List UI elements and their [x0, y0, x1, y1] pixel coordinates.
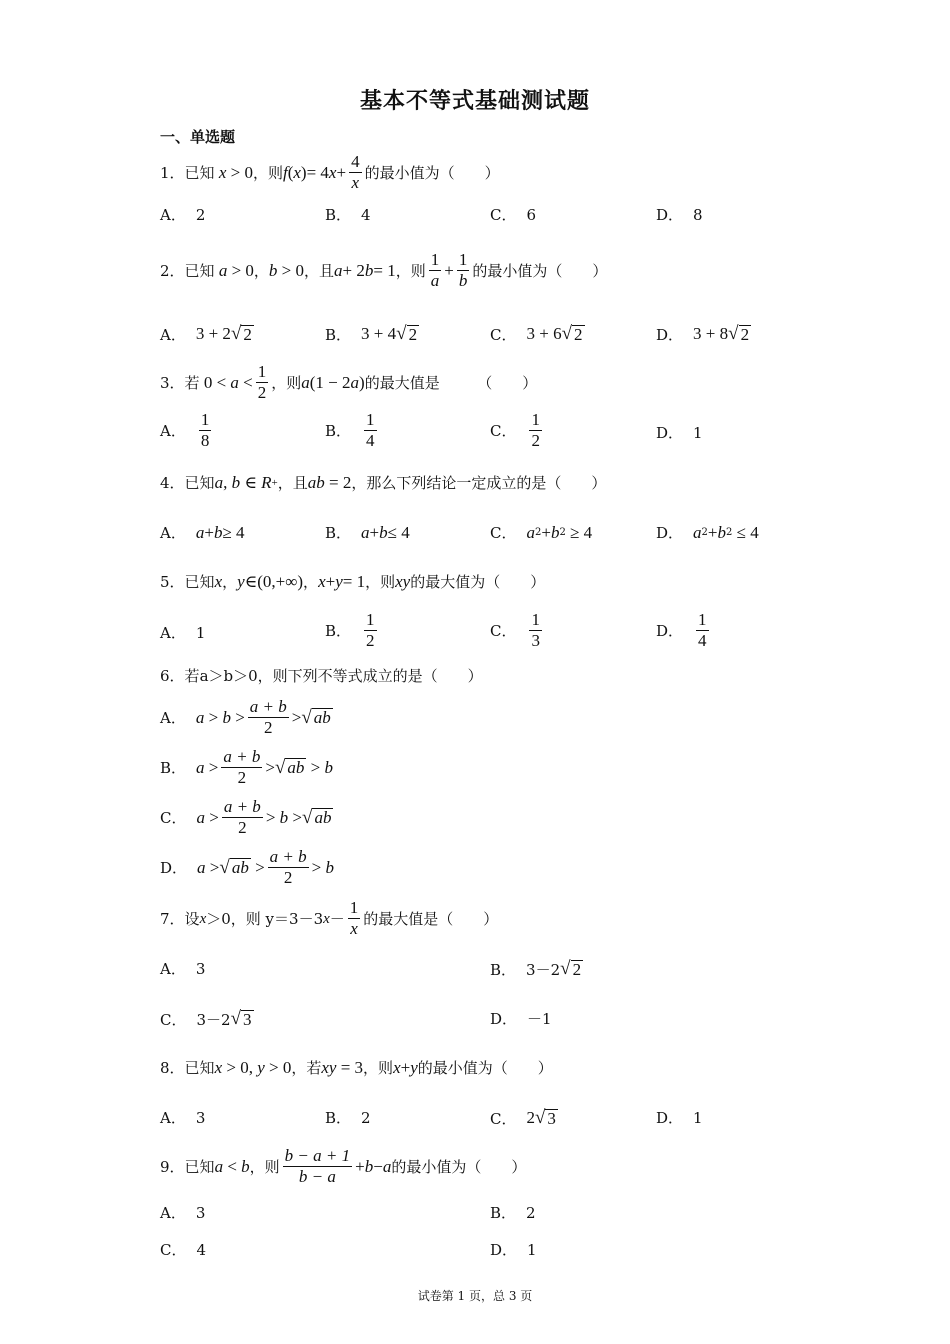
option-d[interactable]: D． 1: [490, 1240, 537, 1259]
section-heading: 一、单选题: [160, 128, 236, 146]
option-b[interactable]: B． 2: [490, 1203, 536, 1222]
option-a[interactable]: A． 3 + 2 √ 2: [160, 323, 252, 344]
page-title: 基本不等式基础测试题: [359, 89, 590, 114]
page-footer: 试卷第 1 页，总 3 页: [417, 1289, 533, 1303]
question-1: 1． 已知 x > 0 ，则 f ( x )= 4 x + $\frac{4}{x}$ 的最小值为（ ）: [160, 152, 500, 192]
option-d[interactable]: D． a > √ ab > $\frac{a + b}{2}$ > b: [160, 847, 334, 887]
option-b[interactable]: B． a > $\frac{a + b}{2}$ > √ ab > b: [160, 747, 333, 787]
question-5: 5． 已知 x ， y ∈(0,+∞) ， x + y = 1 ，则 xy 的最大值为（ ）: [160, 572, 546, 591]
option-b[interactable]: B． $\frac{1}{4}$: [325, 410, 375, 450]
option-d[interactable]: D． 8: [656, 205, 703, 224]
option-d[interactable]: D． 1: [656, 1108, 703, 1127]
question-7: 7． 设 x ＞0，则 y＝3－3 x － $\frac{1}{x}$ 的最大值是（ ）: [160, 898, 499, 938]
option-a[interactable]: A． 1: [160, 623, 206, 642]
option-d[interactable]: D． $\frac{1}{4}$: [656, 610, 707, 650]
option-b[interactable]: B． $\frac{1}{2}$: [325, 610, 375, 650]
option-a[interactable]: A． 3: [160, 959, 206, 978]
option-d[interactable]: D． a 2 + b 2 ≤ 4: [656, 522, 759, 542]
option-d[interactable]: D． 3 + 8 √ 2: [656, 323, 750, 344]
option-b[interactable]: B． 2: [325, 1108, 371, 1127]
option-c[interactable]: C． a 2 + b 2 ≥ 4: [490, 522, 593, 542]
option-c[interactable]: C． 6: [490, 205, 537, 224]
question-3: 3． 若 0 < a < $\frac{1}{2}$ ，则 a (1 − 2 a ) 的最大值是 （ ）: [160, 362, 538, 402]
question-8: 8． 已知 x > 0, y > 0 ，若 xy = 3 ，则 x + y 的最小值为（ ）: [160, 1058, 553, 1077]
option-b[interactable]: B． a + b ≤ 4: [325, 522, 410, 542]
question-9: 9． 已知 a < b ，则 $\frac{b - a + 1}{b - a}$ + b − a 的最小值为（ ）: [160, 1146, 527, 1186]
option-a[interactable]: A． 3: [160, 1108, 206, 1127]
option-b[interactable]: B． 3 + 4 √ 2: [325, 323, 418, 344]
option-d[interactable]: D． 1: [656, 423, 703, 442]
option-a[interactable]: A． a + b ≥ 4: [160, 522, 245, 542]
option-c[interactable]: C． 3 + 6 √ 2: [490, 323, 583, 344]
option-a[interactable]: A． 3: [160, 1203, 206, 1222]
option-c[interactable]: C． 2 √ 3: [490, 1107, 556, 1128]
option-c[interactable]: C． $\frac{1}{3}$: [490, 610, 540, 650]
option-c[interactable]: C． $\frac{1}{2}$: [490, 410, 540, 450]
question-6: 6． 若 a＞b＞0 ，则下列不等式成立的是（ ）: [160, 667, 483, 685]
option-d[interactable]: D． －1: [490, 1010, 552, 1028]
option-c[interactable]: C． 3－2 √ 3: [160, 1008, 252, 1029]
fraction: $\frac{4}{x}$: [351, 152, 360, 192]
option-a[interactable]: A． $\frac{1}{8}$: [160, 410, 210, 450]
option-c[interactable]: C． 4: [160, 1240, 207, 1259]
question-2: 2． 已知 a > 0 ， b > 0 ，且 a + 2 b = 1 ，则 $\frac{1}{a}$ + $\frac{1}{b}$ 的最小值为（ ）: [160, 250, 608, 290]
option-b[interactable]: B． 3－2 √ 2: [490, 958, 582, 979]
option-a[interactable]: A． 2: [160, 205, 206, 224]
option-b[interactable]: B． 4: [325, 205, 371, 224]
question-4: 4． 已知 a , b ∈ R + ，且 ab = 2 ，那么下列结论一定成立的是（ ）: [160, 473, 607, 492]
option-a[interactable]: A． a > b > $\frac{a + b}{2}$ > √ ab: [160, 697, 331, 737]
option-c[interactable]: C． a > $\frac{a + b}{2}$ > b > √ ab: [160, 797, 332, 837]
